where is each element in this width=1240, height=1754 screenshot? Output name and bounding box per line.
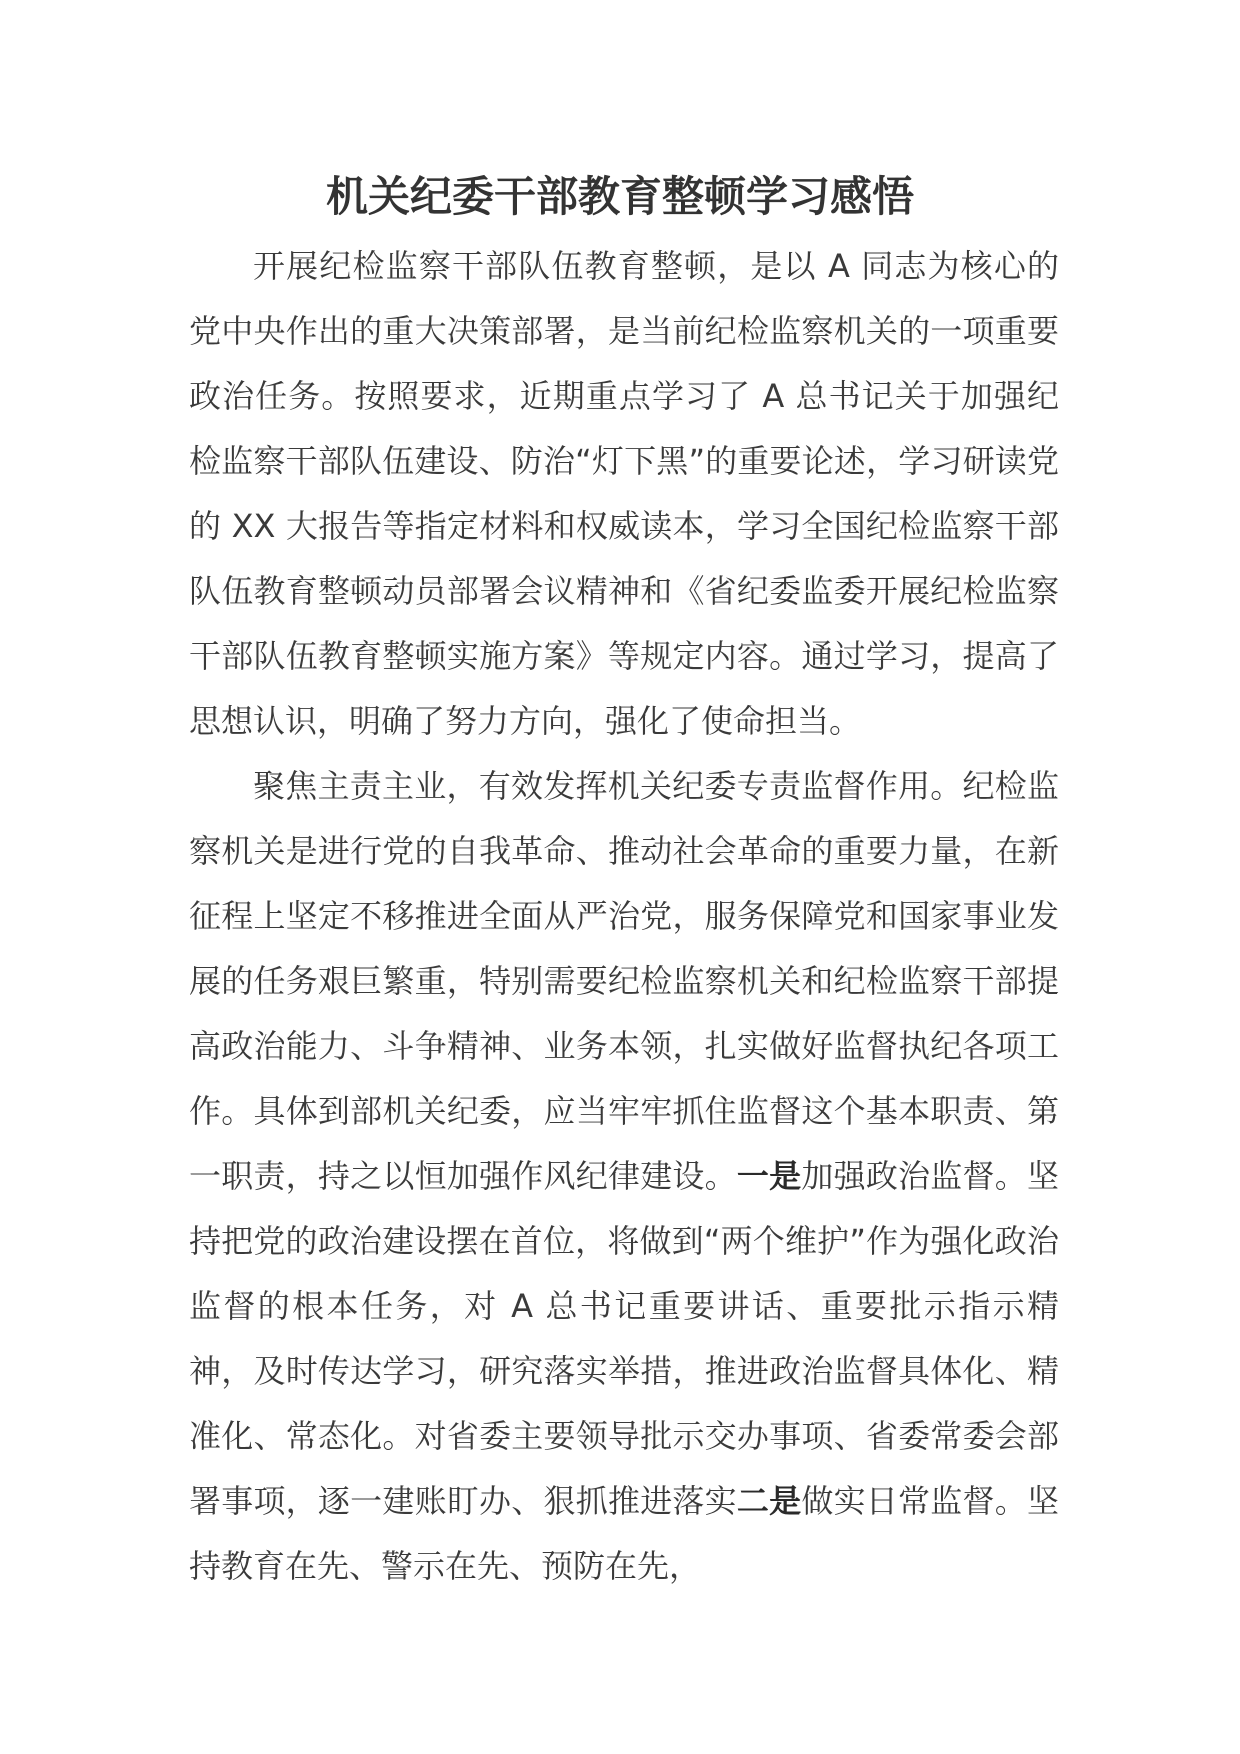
- paragraph-1: 开展纪检监察干部队伍教育整顿，是以 A 同志为核心的党中央作出的重大决策部署，是当前纪检监察机关的一项重要政治任务。按照要求，近期重点学习了 A 总书记关于加强纪检监察干部队伍建设、防治“灯下黑”的重要论述，学习研读党的 XX 大报告等指定材料和权威读本，学习全国纪检监察干部队伍教育整顿动员部署会议精神和《省纪委监委开展纪检监察干部队伍教育整顿实施方案》等规定内容。通过学习，提高了思想认识，明确了努力方向，强化了使命担当。: [189, 247, 1059, 740]
- paragraph-2-text-b: 加强政治监督。坚持把党的政治建设摆在首位，将做到“两个维护”作为强化政治监督的根本任务，对 A 总书记重要讲话、重要批示指示精神，及时传达学习，研究落实举措，推进政治监督具体化、精准化、常态化。对省委主要领导批示交办事项、省委常委会部署事项，逐一建账盯办、狠抓推进落实: [189, 1157, 1059, 1520]
- document-title: 机关纪委干部教育整顿学习感悟: [325, 172, 914, 221]
- paragraph-2: [189, 754, 1059, 1599]
- paragraph-2-text-c: 做实日常监督。坚持教育在先、警示在先、预防在先，: [189, 1482, 1059, 1585]
- paragraph-2-text-a: 聚焦主责主业，有效发挥机关纪委专责监督作用。纪检监察机关是进行党的自我革命、推动社会革命的重要力量，在新征程上坚定不移推进全面从严治党，服务保障党和国家事业发展的任务艰巨繁重，特别需要纪检监察机关和纪检监察干部提高政治能力、斗争精神、业务本领，扎实做好监督执纪各项工作。具体到部机关纪委，应当牢牢抓住监督这个基本职责、第一职责，持之以恒加强作风纪律建设。: [189, 767, 1059, 1195]
- paragraph-2-bold-1: 一是: [736, 1157, 802, 1195]
- paragraph-2-bold-2: 二是: [736, 1482, 802, 1520]
- document-body: [189, 234, 1059, 1599]
